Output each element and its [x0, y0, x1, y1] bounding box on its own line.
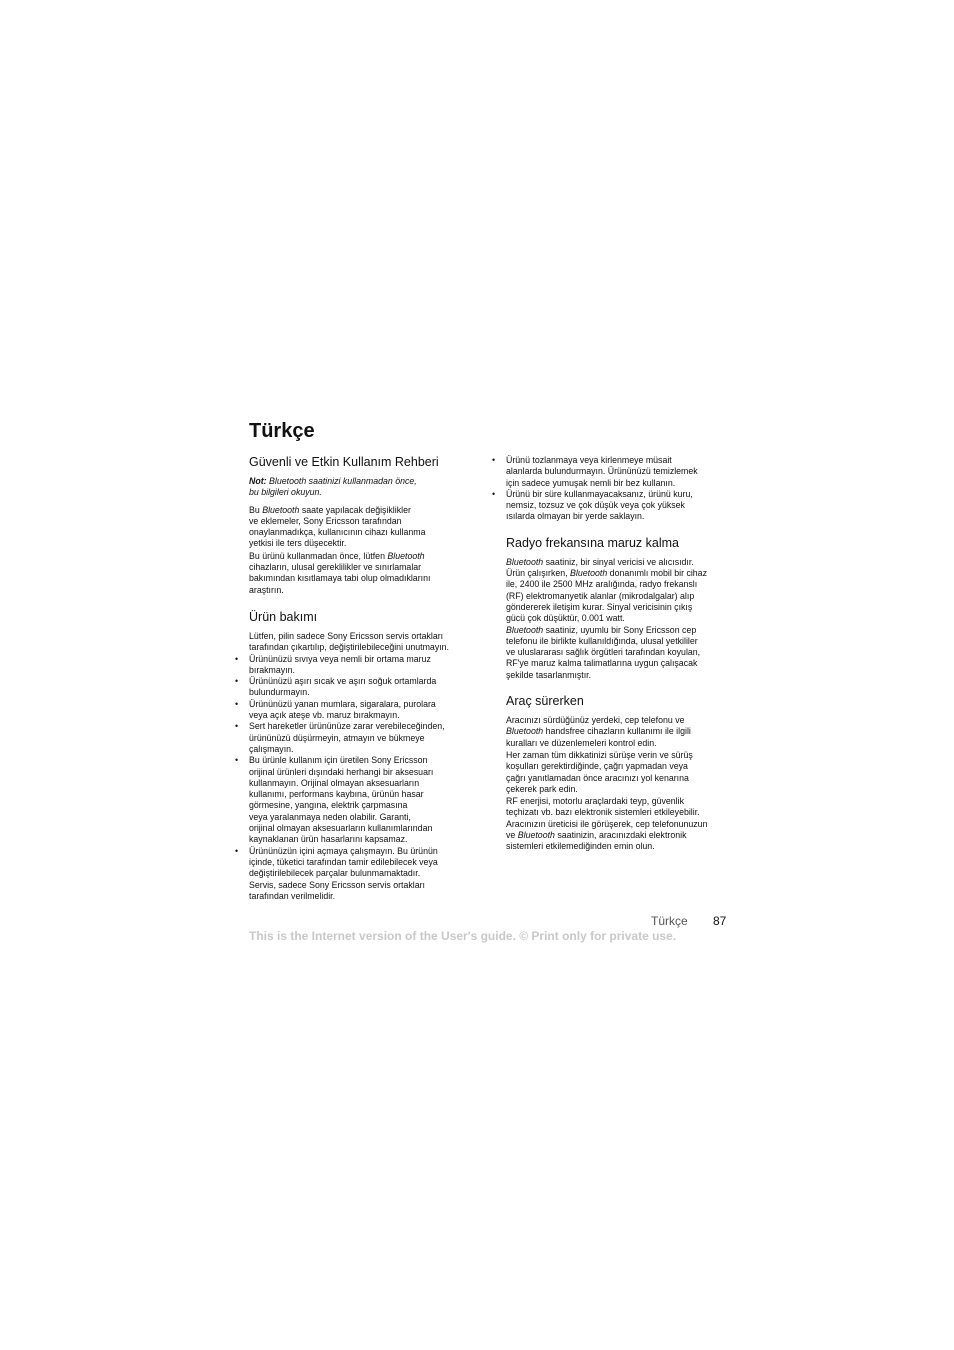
right-column: [506, 455, 728, 854]
section-heading-safety: Güvenli ve Etkin Kullanım Rehberi: [249, 455, 439, 469]
text-run: Bu: [249, 504, 263, 515]
footer-section-label: Türkçe: [651, 914, 688, 928]
section-heading-product-care: Ürün bakımı: [249, 609, 318, 624]
paragraph-regulations: [249, 551, 471, 596]
note-line: saatinizi kullanmadan önce,: [306, 476, 417, 486]
paragraph-modifications: [249, 505, 471, 550]
note-bluetooth: Bluetooth: [269, 476, 307, 486]
left-column: [249, 455, 471, 902]
text-run: ve eklemeler, Sony Ericsson tarafından: [249, 515, 402, 526]
text-run: Bu ürünü kullanmadan önce, lütfen: [249, 550, 388, 561]
text-run: onaylanmadıkça, kullanıcının cihazı kullanma: [249, 527, 426, 538]
note-paragraph: [249, 476, 471, 499]
note-line: bu bilgileri okuyun.: [249, 487, 322, 498]
bluetooth-term: Bluetooth: [570, 568, 608, 579]
internet-version-disclaimer: This is the Internet version of the User's guide. © Print only for private use.: [249, 929, 677, 943]
paragraph-driving-3: RF enerjisi, motorlu araçlardaki teyp, güvenlik teçhizatı vb. bazı elektronik sistemleri etkileyebilir. Aracınızın üreticisi ile görüşerek, cep telefonunuzun ve Bluetooth saatinizin, aracınızdaki elektronik sistemleri etkilemediğinden emin olun.: [506, 796, 708, 852]
text-run: Lütfen, pilin sadece Sony Ericsson servis ortakları: [249, 630, 444, 641]
text-run: cihazların, ulusal gereklilikler ve sınırlamalar: [249, 562, 422, 573]
list-item: • Ürünü bir süre kullanmayacaksanız, ürünü kuru, nemsiz, tozsuz ve çok düşük veya çok yüksek ısılarda olmayan bir yerde saklayın.: [506, 489, 728, 523]
paragraph-rf-1: Bluetooth saatiniz, bir sinyal vericisi ve alıcısıdır. Ürün çalışırken, Bluetooth donanımlı mobil bir cihaz ile, 2400 ile 2500 MHz aralığında, radyo frekanslı (RF) elektromanyetik alanlar (mikrodalgalar) alıp göndererek iletişim kurar. Sinyal vericisinin çıkış gücü çok düşüktür, 0.001 watt.: [506, 556, 707, 624]
text-run: tarafından çıkartılıp, değiştirilebileceğini unutmayın.: [249, 642, 449, 653]
bluetooth-term: Bluetooth: [506, 624, 544, 635]
care-list: [249, 654, 471, 903]
list-item: • Sert hareketler ürününüze zarar verebileceğinden, ürününüzü düşürmeyin, atmayın ve bükmeye çalışmayın.: [249, 721, 471, 755]
paragraph-driving-2: Her zaman tüm dikkatinizi sürüşe verin ve sürüş koşulları gerektirdiğinde, çağrı yapmadan veya çağrı yanıtlamadan önce aracınızı yol kenarına çekerek park edin.: [506, 749, 693, 794]
section-heading-driving: Araç sürerken: [506, 694, 584, 709]
list-item: • Ürününüzü sıvıya veya nemli bir ortama maruz bırakmayın.: [249, 654, 471, 677]
text-run: bakımından kısıtlamaya tabi olup olmadıklarını: [249, 573, 431, 584]
list-item: • Bu ürünle kullanım için üretilen Sony Ericsson orijinal ürünleri dışındaki herhangi bir aksesuarı kullanmayın. Orijinal olmayan aksesuarların kullanımı, performans kaybına, ürünün hasar görmesine, yangına, elektrik çarpmasına veya yaralanmaya neden olabilir. Garanti, orijinal olmayan aksesuarların kullanımlarından kaynaklanan ürün hasarlarını kapsamaz.: [249, 755, 471, 845]
list-item: • Ürününüzü aşırı sıcak ve aşırı soğuk ortamlarda bulundurmayın.: [249, 676, 471, 699]
text-run: saate yapılacak değişiklikler: [299, 504, 411, 515]
text-run: araştırın.: [249, 584, 284, 595]
page-title: Türkçe: [249, 420, 315, 442]
section-heading-rf-exposure: Radyo frekansına maruz kalma: [506, 535, 679, 550]
paragraph-driving-1: Aracınızı sürdüğünüz yerdeki, cep telefonu ve Bluetooth handsfree cihazların kullanımı ile ilgili kuralları ve düzenlemeleri kontrol edin.: [506, 715, 691, 748]
paragraph-rf-2: Bluetooth saatiniz, uyumlu bir Sony Ericsson cep telefonu ile birlikte kullanıldığında, ulusal yetkililer ve uluslararası sağlık örgütleri tarafından koyulan, RF'ye maruz kalma talimatlarına uygun çalışacak şekilde tasarlanmıştır.: [506, 624, 701, 680]
bluetooth-term: Bluetooth: [517, 830, 555, 841]
text-run: yetkisi ile ters düşecektir.: [249, 538, 347, 549]
bluetooth-term: Bluetooth: [387, 550, 425, 561]
page-number: 87: [713, 914, 727, 928]
list-item: • Ürünü tozlanmaya veya kirlenmeye müsait alanlarda bulundurmayın. Ürününüzü temizlemek için sadece yumuşak nemli bir bez kullanın.: [506, 455, 728, 489]
list-item: • Ürününüzü yanan mumlara, sigaralara, purolara veya açık ateşe vb. maruz bırakmayın.: [249, 699, 471, 722]
care-list-continued: [506, 455, 728, 523]
bluetooth-term: Bluetooth: [262, 504, 300, 515]
bluetooth-term: Bluetooth: [506, 726, 544, 737]
paragraph-battery: [249, 631, 471, 654]
bluetooth-term: Bluetooth: [506, 556, 544, 567]
note-label: Not:: [249, 476, 267, 486]
list-item: • Ürününüzün içini açmaya çalışmayın. Bu ürünün içinde, tüketici tarafından tamir edilebilecek veya değiştirilebilecek parçalar bulunmamaktadır. Servis, sadece Sony Ericsson servis ortakları tarafından verilmelidir.: [249, 846, 471, 902]
